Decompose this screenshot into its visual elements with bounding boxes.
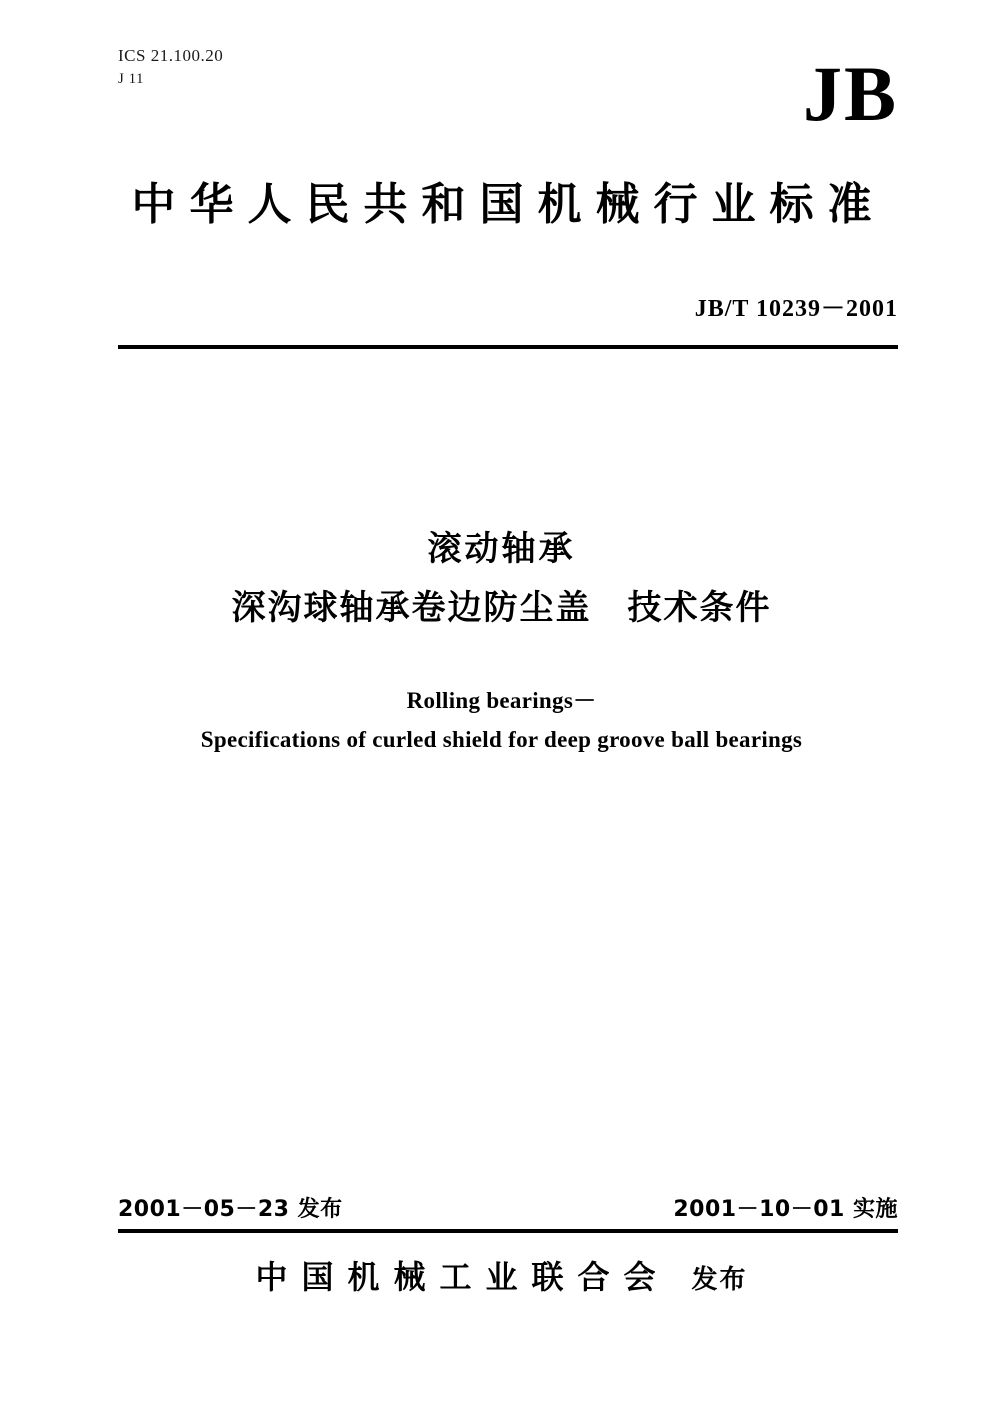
title-chinese-line-2: 深沟球轴承卷边防尘盖 技术条件	[231, 588, 772, 629]
title-english-line-2: Specifications of curled shield for deep groove ball bearings	[200, 726, 803, 752]
footer-divider	[118, 1229, 898, 1233]
issue-date: 2001－05－23 发布	[118, 1197, 343, 1222]
ics-block	[118, 44, 223, 90]
ics-code: ICS 21.100.20	[118, 46, 224, 65]
title-chinese-line-1: 滚动轴承	[427, 529, 576, 569]
header-divider	[118, 345, 898, 349]
standard-number: JB/T 10239－2001	[694, 296, 898, 322]
effective-date: 2001－10－01 实施	[673, 1197, 898, 1222]
issuer-verb: 发布	[691, 1265, 748, 1295]
standard-body-title: 中华人民共和国机械行业标准	[131, 179, 886, 230]
jb-logo: JB	[802, 50, 898, 137]
title-english-line-1: Rolling bearings－	[406, 687, 597, 713]
issuer-name: 中国机械工业联合会	[255, 1258, 670, 1296]
issuer-block	[0, 1252, 1003, 1298]
classification-code: J 11	[118, 70, 145, 87]
footer-date-row	[118, 1192, 898, 1223]
document-title-block	[0, 525, 1003, 753]
